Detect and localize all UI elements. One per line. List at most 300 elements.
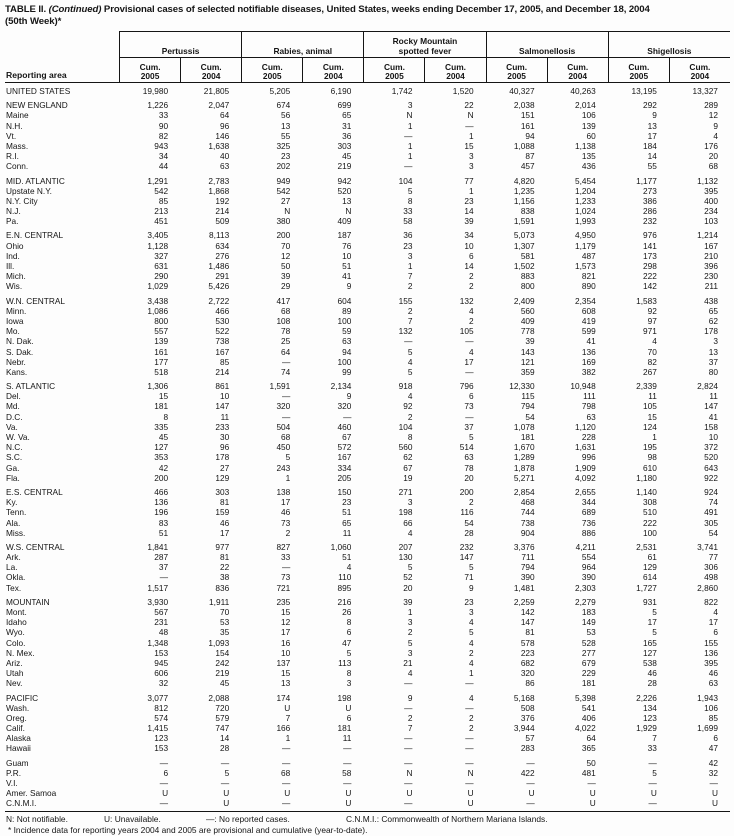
value-cell: 5,205: [269, 86, 291, 96]
value-cell: —: [281, 562, 291, 573]
value-cell: 5: [652, 627, 657, 638]
reporting-area-cell: Mich.: [6, 271, 26, 282]
value-cell: 35: [219, 627, 230, 638]
value-cell: 5: [652, 607, 657, 617]
value-cell: —: [465, 778, 474, 788]
value-cell: —: [404, 161, 413, 172]
value-cell: 99: [342, 366, 352, 377]
value-cell: 28: [647, 678, 657, 689]
value-cell: 10: [281, 647, 291, 658]
reporting-area-cell: Upstate N.Y.: [6, 185, 52, 196]
value-cell: 31: [342, 120, 352, 131]
value-cell: —: [465, 678, 474, 689]
value-cell: 2,854: [513, 486, 535, 497]
value-cell: 10: [708, 432, 718, 442]
value-cell: 2: [468, 281, 474, 292]
value-cell: —: [465, 120, 474, 131]
value-cell: N: [406, 110, 413, 121]
value-cell: 11: [342, 733, 352, 744]
value-cell: 23: [281, 151, 291, 162]
value-cell: 2,722: [208, 295, 230, 306]
value-cell: 137: [276, 657, 291, 668]
value-cell: 235: [276, 596, 291, 607]
value-cell: 509: [215, 216, 230, 227]
reporting-area-cell: Kans.: [6, 366, 28, 377]
value-cell: 50: [586, 757, 596, 768]
value-cell: 89: [342, 305, 352, 316]
table-section: [5, 597, 730, 689]
table-row: [5, 648, 730, 658]
value-cell: 181: [337, 723, 352, 734]
reporting-area-cell: Ky.: [6, 497, 18, 508]
value-cell: 6,190: [330, 86, 352, 96]
reporting-area-cell: Colo.: [6, 637, 26, 648]
value-cell: 674: [276, 100, 291, 111]
value-cell: 4: [468, 657, 474, 668]
value-cell: 572: [337, 442, 352, 453]
value-cell: 46: [281, 507, 291, 518]
value-cell: 4: [468, 617, 474, 628]
value-cell: 46: [219, 517, 230, 528]
value-cell: 2: [468, 315, 474, 326]
value-cell: —: [465, 336, 474, 347]
table-section: [5, 296, 730, 378]
value-cell: 1,029: [147, 281, 169, 292]
table-row: [5, 326, 730, 336]
value-cell: 143: [520, 346, 535, 357]
value-cell: 146: [215, 130, 230, 141]
value-cell: N: [406, 767, 413, 778]
reporting-area-cell: Tenn.: [6, 507, 27, 518]
value-cell: 406: [581, 712, 596, 723]
value-cell: 127: [643, 647, 657, 658]
value-cell: 5: [285, 452, 291, 463]
value-cell: 353: [154, 452, 169, 463]
reporting-area-cell: MID. ATLANTIC: [6, 175, 65, 186]
value-cell: 1,291: [147, 175, 169, 186]
value-cell: 47: [708, 743, 718, 754]
value-cell: U: [284, 788, 291, 799]
value-cell: 689: [581, 507, 596, 518]
value-cell: 1,520: [452, 86, 474, 96]
value-cell: —: [343, 757, 352, 768]
value-cell: —: [526, 757, 535, 768]
reporting-area-cell: N. Mex.: [6, 647, 35, 658]
table-row: [5, 583, 730, 593]
value-cell: 64: [281, 346, 291, 357]
reporting-area-cell: Ind.: [6, 250, 20, 261]
value-cell: 50: [281, 261, 291, 271]
value-cell: —: [465, 702, 474, 713]
value-cell: 1,727: [636, 582, 657, 593]
value-cell: 165: [643, 637, 657, 648]
value-cell: 15: [647, 411, 657, 422]
value-cell: 62: [403, 452, 413, 463]
reporting-area-cell: Ohio: [6, 240, 24, 251]
value-cell: 82: [158, 130, 169, 141]
value-cell: 98: [647, 452, 657, 463]
value-cell: 466: [215, 305, 230, 316]
value-cell: 14: [464, 261, 474, 271]
value-cell: 60: [586, 130, 596, 141]
value-cell: 53: [219, 617, 230, 628]
value-cell: —: [526, 798, 535, 809]
value-cell: 82: [647, 356, 657, 367]
value-cell: 81: [219, 552, 230, 563]
value-cell: 2,824: [697, 381, 718, 392]
table-row: [5, 693, 730, 703]
footnote-asterisk: * Incidence data for reporting years 2004 and 2005 are provisional and cumulative (year-to-date).: [8, 824, 368, 835]
reporting-area-cell: N.C.: [6, 442, 23, 453]
value-cell: 794: [520, 562, 535, 573]
value-cell: U: [467, 798, 474, 809]
value-cell: 151: [520, 110, 535, 121]
value-cell: U: [467, 788, 474, 799]
value-cell: 81: [525, 627, 535, 638]
reporting-area-cell: Md.: [6, 401, 20, 412]
table-header-subcolumns: [5, 58, 730, 82]
value-cell: 12: [281, 617, 291, 628]
value-cell: 19: [403, 472, 413, 483]
table-row: [5, 452, 730, 462]
value-cell: 54: [708, 527, 718, 538]
value-cell: 1: [285, 472, 291, 483]
reporting-area-cell: Nebr.: [6, 356, 26, 367]
value-cell: 359: [520, 366, 535, 377]
table-row: [5, 306, 730, 316]
value-cell: 1,233: [574, 195, 596, 206]
value-cell: 33: [647, 743, 657, 754]
value-cell: 222: [643, 271, 657, 282]
value-cell: 451: [154, 216, 169, 227]
value-cell: 320: [520, 668, 535, 679]
value-cell: 2: [468, 497, 474, 508]
cum-label: Cum.: [628, 61, 650, 72]
value-cell: 508: [520, 702, 535, 713]
value-cell: 376: [520, 712, 535, 723]
value-cell: 13,327: [692, 86, 718, 96]
value-cell: —: [404, 757, 413, 768]
value-cell: 8: [407, 432, 413, 442]
value-cell: 233: [215, 421, 230, 432]
reporting-area-cell: Guam: [6, 757, 29, 768]
table-row: [5, 86, 730, 96]
value-cell: 2: [468, 647, 474, 658]
value-cell: 395: [704, 185, 718, 196]
value-cell: 21: [403, 657, 413, 668]
value-cell: 10: [464, 240, 474, 251]
value-cell: 1,306: [147, 381, 169, 392]
value-cell: 3: [346, 678, 352, 689]
cum-year-header: [241, 58, 302, 82]
value-cell: 1,060: [330, 541, 352, 552]
value-cell: 68: [281, 305, 291, 316]
value-cell: 149: [581, 617, 596, 628]
value-cell: 70: [281, 240, 291, 251]
value-cell: 178: [704, 326, 718, 337]
value-cell: 41: [342, 271, 352, 282]
value-cell: 971: [643, 326, 657, 337]
value-cell: 15: [464, 140, 474, 151]
value-cell: 55: [281, 130, 291, 141]
value-cell: 409: [520, 315, 535, 326]
value-cell: 63: [464, 452, 474, 463]
value-cell: 303: [337, 140, 352, 151]
value-cell: 121: [520, 356, 535, 367]
cum-year-header: [180, 58, 241, 82]
value-cell: 9: [346, 391, 352, 402]
value-cell: 836: [215, 582, 230, 593]
value-cell: 2,014: [574, 100, 596, 111]
value-cell: 943: [154, 140, 169, 151]
value-cell: 924: [704, 486, 718, 497]
cum-label: Cum.: [139, 61, 161, 72]
reporting-area-cell: N.H.: [6, 120, 23, 131]
table-section: [5, 176, 730, 227]
value-cell: 153: [154, 647, 169, 658]
value-cell: 46: [708, 668, 718, 679]
value-cell: 747: [215, 723, 230, 734]
value-cell: —: [404, 798, 413, 809]
value-cell: 232: [643, 216, 657, 227]
disease-group-line2: spotted fever: [398, 45, 452, 56]
table-header: [5, 31, 730, 83]
table-row: [5, 261, 730, 271]
reporting-area-cell: Utah: [6, 668, 24, 679]
cum-label: Cum.: [383, 61, 405, 72]
value-cell: 9: [346, 281, 352, 292]
value-cell: 167: [215, 346, 230, 357]
value-cell: 150: [337, 486, 352, 497]
value-cell: 1: [468, 668, 474, 679]
value-cell: 142: [520, 607, 535, 617]
value-cell: 68: [281, 432, 291, 442]
value-cell: 78: [281, 326, 291, 337]
table-row: [5, 251, 730, 261]
value-cell: 94: [342, 346, 352, 357]
value-cell: 12: [708, 110, 718, 121]
value-cell: 211: [704, 281, 718, 292]
value-cell: 277: [581, 647, 596, 658]
value-cell: 42: [708, 757, 718, 768]
value-cell: 1,878: [513, 462, 535, 473]
value-cell: 2,038: [513, 100, 535, 111]
value-cell: 542: [276, 185, 291, 196]
value-cell: 54: [525, 411, 535, 422]
value-cell: 27: [281, 195, 291, 206]
value-cell: 17: [464, 356, 474, 367]
value-cell: 11: [709, 391, 718, 402]
value-cell: 169: [581, 356, 596, 367]
value-cell: 5,454: [574, 175, 596, 186]
value-cell: 335: [154, 421, 169, 432]
value-cell: 200: [276, 230, 291, 241]
disease-group-header: [241, 31, 363, 58]
value-cell: 13: [281, 120, 291, 131]
value-cell: 105: [459, 326, 474, 337]
table-row: [5, 186, 730, 196]
value-cell: 96: [219, 120, 230, 131]
table-row: [5, 638, 730, 648]
value-cell: 17: [647, 617, 657, 628]
cum-year-header: [669, 58, 730, 82]
value-cell: —: [281, 778, 291, 788]
value-cell: 581: [520, 250, 535, 261]
table-row: [5, 473, 730, 483]
table-row: [5, 401, 730, 411]
value-cell: 139: [581, 120, 596, 131]
value-cell: 291: [215, 271, 230, 282]
value-cell: 173: [643, 250, 657, 261]
year-label: 2004: [568, 70, 588, 81]
value-cell: 5,168: [513, 692, 535, 703]
value-cell: N: [467, 767, 474, 778]
value-cell: 3: [468, 161, 474, 172]
value-cell: 216: [337, 596, 352, 607]
table-row: [5, 206, 730, 216]
reporting-area-cell: NEW ENGLAND: [6, 100, 68, 111]
value-cell: 63: [219, 161, 230, 172]
value-cell: 9: [713, 120, 718, 131]
value-cell: U: [711, 788, 718, 799]
value-cell: 2,783: [208, 175, 230, 186]
value-cell: 922: [704, 472, 718, 483]
value-cell: 66: [403, 517, 413, 528]
value-cell: 77: [708, 552, 718, 563]
value-cell: 977: [215, 541, 230, 552]
reporting-area-cell: D.C.: [6, 411, 23, 422]
table-row: [5, 572, 730, 582]
reporting-area-cell: C.N.M.I.: [6, 798, 37, 809]
value-cell: 22: [219, 562, 230, 573]
value-cell: 1,348: [147, 637, 169, 648]
value-cell: 39: [464, 216, 474, 227]
value-cell: 1,024: [574, 206, 596, 217]
value-cell: 400: [704, 195, 718, 206]
value-cell: 48: [158, 627, 169, 638]
value-cell: 1,179: [574, 240, 596, 251]
table-row: [5, 733, 730, 743]
table-row: [5, 658, 730, 668]
value-cell: 166: [276, 723, 291, 734]
value-cell: 4,950: [574, 230, 596, 241]
table-row: [5, 347, 730, 357]
table-row: [5, 216, 730, 226]
table-section: [5, 758, 730, 809]
value-cell: 139: [154, 336, 169, 347]
value-cell: 90: [158, 120, 169, 131]
value-cell: 1,180: [636, 472, 657, 483]
value-cell: 1: [468, 185, 474, 196]
value-cell: 51: [342, 552, 352, 563]
value-cell: 4,820: [513, 175, 535, 186]
value-cell: 2,134: [330, 381, 352, 392]
reporting-area-cell: Tex.: [6, 582, 22, 593]
value-cell: 106: [704, 702, 718, 713]
table-row: [5, 542, 730, 552]
table-row: [5, 131, 730, 141]
value-cell: 51: [342, 261, 352, 271]
value-cell: 1,078: [513, 421, 535, 432]
value-cell: 1,289: [513, 452, 535, 463]
value-cell: 223: [520, 647, 535, 658]
value-cell: 27: [219, 462, 230, 473]
value-cell: 1,204: [574, 185, 596, 196]
value-cell: 738: [520, 517, 535, 528]
value-cell: 159: [215, 507, 230, 518]
value-cell: 181: [154, 401, 169, 412]
value-cell: 1,128: [147, 240, 169, 251]
value-cell: 5,073: [513, 230, 535, 241]
year-label: 2005: [385, 70, 404, 81]
value-cell: —: [648, 778, 657, 788]
reporting-area-cell: N.J.: [6, 206, 21, 217]
value-cell: 64: [219, 110, 230, 121]
value-cell: 419: [581, 315, 596, 326]
value-cell: 883: [520, 271, 535, 282]
value-cell: 1: [285, 733, 291, 744]
value-cell: 83: [158, 517, 169, 528]
reporting-area-cell: E.S. CENTRAL: [6, 486, 63, 497]
table-row: [5, 528, 730, 538]
value-cell: 1,993: [574, 216, 596, 227]
value-cell: 303: [215, 486, 230, 497]
value-cell: 5: [468, 432, 474, 442]
value-cell: 390: [520, 572, 535, 583]
value-cell: 51: [342, 507, 352, 518]
value-cell: 232: [459, 541, 474, 552]
value-cell: 1,177: [636, 175, 657, 186]
value-cell: 183: [581, 607, 596, 617]
value-cell: 181: [581, 678, 596, 689]
table-row: [5, 497, 730, 507]
reporting-area-cell: Mont.: [6, 607, 27, 617]
value-cell: 2: [407, 281, 413, 292]
disease-group-line1: Shigellosis: [647, 45, 692, 56]
value-cell: 242: [215, 657, 230, 668]
value-cell: —: [648, 798, 657, 809]
value-cell: 196: [154, 507, 169, 518]
value-cell: 17: [281, 627, 291, 638]
value-cell: 610: [643, 462, 657, 473]
value-cell: 1,214: [697, 230, 718, 241]
value-cell: 167: [337, 452, 352, 463]
value-cell: 5: [224, 767, 230, 778]
value-cell: 10: [342, 250, 352, 261]
cum-year-header: [424, 58, 485, 82]
value-cell: 130: [398, 552, 413, 563]
value-cell: 2,339: [636, 381, 657, 392]
value-cell: 5: [468, 627, 474, 638]
table-row: [5, 141, 730, 151]
disease-group-line1: Salmonellosis: [518, 45, 576, 56]
value-cell: 124: [643, 421, 657, 432]
table-row: [5, 778, 730, 788]
value-cell: 1: [652, 432, 657, 442]
value-cell: 1,307: [513, 240, 535, 251]
value-cell: U: [589, 788, 596, 799]
value-cell: 289: [704, 100, 718, 111]
cum-label: Cum.: [506, 61, 528, 72]
value-cell: 53: [586, 627, 596, 638]
value-cell: 1,502: [513, 261, 535, 271]
value-cell: 70: [219, 607, 230, 617]
value-cell: 7: [407, 723, 413, 734]
reporting-area-cell: S. Dak.: [6, 346, 34, 357]
table-row: [5, 713, 730, 723]
value-cell: 135: [581, 151, 596, 162]
value-cell: 504: [276, 421, 291, 432]
